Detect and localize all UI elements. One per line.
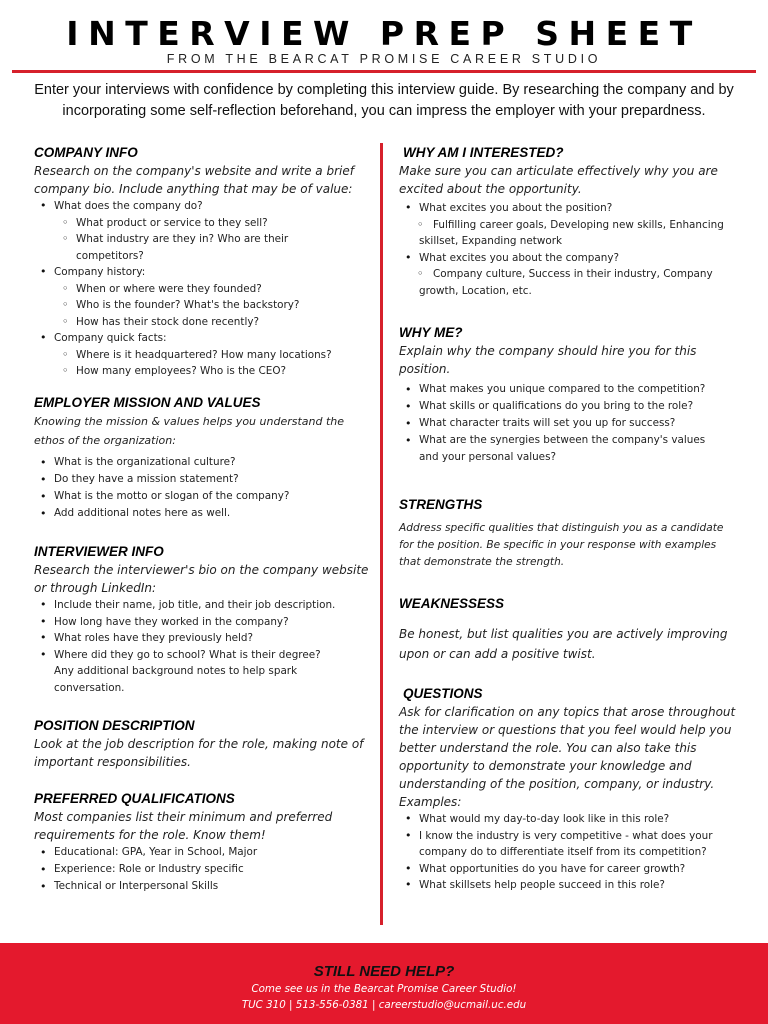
list-item: • Educational: GPA, Year in School, Major: [34, 844, 369, 861]
list-item: • What does the company do?: [34, 198, 369, 215]
bullet-list: [34, 198, 369, 380]
list-item: and your personal values?: [419, 451, 557, 463]
bullet-list: [399, 381, 739, 466]
footer-title: STILL NEED HELP?: [313, 963, 455, 980]
bullet-list: [399, 200, 739, 299]
section-description: Make sure you can articulate effectively why you are excited about the opportunity.: [399, 164, 718, 196]
section-description: Be honest, but list qualities you are actively improving upon or can add a positive twist.: [399, 627, 728, 661]
list-item: • How long have they worked in the company?: [34, 614, 369, 631]
section-title: INTERVIEWER INFO: [34, 544, 164, 559]
column-divider: [380, 143, 383, 925]
list-item: • What excites you about the company?: [399, 250, 739, 267]
section-title: WHY AM I INTERESTED?: [403, 145, 564, 160]
why-me-section: [399, 325, 739, 466]
examples-label: Examples:: [399, 795, 462, 809]
section-title: WHY ME?: [399, 325, 463, 340]
section-description: Address specific qualities that distinguish you as a candidate for the position. Be specific in your response with examples that demonstrate the strength.: [399, 522, 724, 568]
section-title: QUESTIONS: [403, 686, 483, 701]
list-item: • Do they have a mission statement?: [34, 471, 369, 488]
list-item: ◦ Fulfilling career goals, Developing new skills, Enhancing: [399, 217, 739, 234]
list-item: • What would my day-to-day look like in this role?: [399, 811, 739, 828]
list-item: • Technical or Interpersonal Skills: [34, 878, 369, 895]
company-info-section: [34, 145, 369, 380]
footer-banner: [0, 943, 768, 1024]
section-description: Most companies list their minimum and preferred requirements for the role. Know them!: [34, 810, 333, 842]
list-item: ◦ Company culture, Success in their industry, Company: [399, 266, 739, 283]
list-item: ◦ What product or service to they sell?: [34, 215, 369, 232]
list-item: • What opportunities do you have for career growth?: [399, 861, 739, 878]
list-item: • What is the motto or slogan of the company?: [34, 488, 369, 505]
list-item: • What is the organizational culture?: [34, 454, 369, 471]
footer-location-text: Come see us in the Bearcat Promise Career Studio!: [251, 983, 517, 995]
page-subtitle: FROM THE BEARCAT PROMISE CAREER STUDIO: [166, 52, 602, 66]
list-item: • What makes you unique compared to the competition?: [399, 381, 739, 398]
list-item: ◦ How has their stock done recently?: [34, 314, 369, 331]
list-item: • What skillsets help people succeed in this role?: [399, 877, 739, 894]
list-item: • What roles have they previously held?: [34, 630, 369, 647]
list-item: ◦ Where is it headquartered? How many locations?: [34, 347, 369, 364]
list-item: • What are the synergies between the company's values: [399, 432, 739, 449]
list-item: competitors?: [76, 249, 144, 262]
bullet-list: [34, 454, 369, 522]
strengths-section: [399, 497, 739, 571]
section-description: Research the interviewer's bio on the company website or through LinkedIn:: [34, 563, 369, 595]
list-item: conversation.: [54, 681, 125, 694]
interviewer-section: [34, 544, 369, 696]
list-item: ◦ What industry are they in? Who are their: [34, 231, 369, 248]
list-item: ◦ Who is the founder? What's the backstory?: [34, 297, 369, 314]
questions-section: [399, 686, 739, 894]
bullet-list: [399, 811, 739, 894]
section-description: Ask for clarification on any topics that arose throughout the interview or questions that you feel would help you better understand the role. You can also take this opportunity to demonstrate your knowledge and understanding of the position, company, or industry.: [399, 705, 736, 791]
section-title: EMPLOYER MISSION AND VALUES: [34, 395, 261, 410]
list-item: ◦ When or where were they founded?: [34, 281, 369, 298]
list-item: • Company quick facts:: [34, 330, 369, 347]
weaknesses-section: [399, 596, 739, 664]
position-section: [34, 718, 369, 771]
intro-paragraph: Enter your interviews with confidence by completing this interview guide. By researching the company and by incorporating some self-reflection beforehand, you can impress the employer with your prepardness.: [34, 82, 734, 119]
list-item: • What excites you about the position?: [399, 200, 739, 217]
section-title: COMPANY INFO: [34, 145, 138, 160]
section-title: STRENGTHS: [399, 497, 483, 512]
interested-section: [399, 145, 739, 299]
list-item: • Company history:: [34, 264, 369, 281]
list-item: skillset, Expanding network: [419, 235, 563, 247]
footer-contact-text: TUC 310 | 513-556-0381 | careerstudio@ucmail.uc.edu: [241, 999, 527, 1011]
section-title: POSITION DESCRIPTION: [34, 718, 195, 733]
list-item: • I know the industry is very competitive - what does your: [399, 828, 739, 845]
list-item: • What skills or qualifications do you bring to the role?: [399, 398, 739, 415]
section-description: Look at the job description for the role, making note of important responsibilities.: [34, 737, 364, 769]
qualifications-section: [34, 791, 369, 895]
list-item: • Experience: Role or Industry specific: [34, 861, 369, 878]
list-item: ◦ How many employees? Who is the CEO?: [34, 363, 369, 380]
list-item: growth, Location, etc.: [419, 284, 532, 297]
list-item: • Add additional notes here as well.: [34, 505, 369, 522]
section-description: Knowing the mission & values helps you understand the ethos of the organization:: [34, 415, 345, 447]
list-item: company do to differentiate itself from its competition?: [419, 846, 707, 858]
section-title: WEAKNESSESS: [399, 596, 505, 611]
bullet-list: [34, 597, 369, 696]
bullet-list: [34, 844, 369, 895]
section-title: PREFERRED QUALIFICATIONS: [34, 791, 235, 806]
header-rule: [12, 70, 756, 73]
section-description: Explain why the company should hire you for this position.: [399, 344, 697, 376]
mission-section: [34, 395, 369, 522]
list-item: • Include their name, job title, and their job description.: [34, 597, 369, 614]
list-item: • What character traits will set you up for success?: [399, 415, 739, 432]
list-item: • Where did they go to school? What is their degree?: [34, 647, 369, 664]
page-title: INTERVIEW PREP SHEET: [66, 14, 702, 53]
list-item: Any additional background notes to help spark: [54, 665, 298, 677]
section-description: Research on the company's website and write a brief company bio. Include anything that may be of value:: [34, 164, 354, 196]
